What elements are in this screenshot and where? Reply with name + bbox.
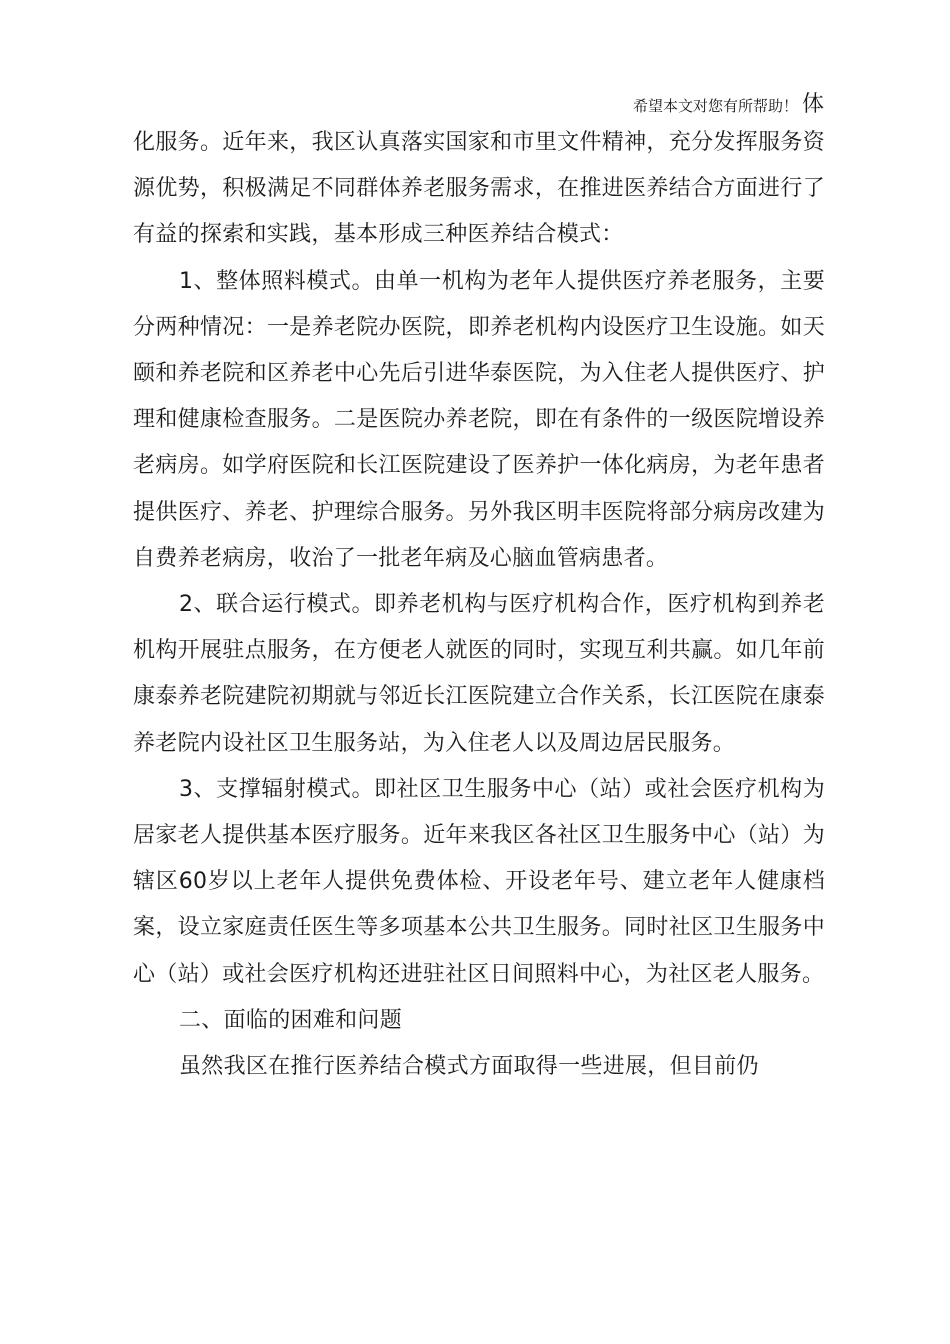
- section-heading: 二、面临的困难和问题: [179, 1007, 403, 1033]
- document-body: [133, 120, 825, 1090]
- header-note: 希望本文对您有所帮助！: [632, 97, 798, 115]
- paragraph-mode-1: 1、整体照料模式。由单一机构为老年人提供医疗养老服务，主要分两种情况：一是养老院办医院，即养老机构内设医疗卫生设施。如天颐和养老院和区养老中心先后引进华泰医院，为入住老人提供医疗、护理和健康检查服务。二是医院办养老院，即在有条件的一级医院增设养老病房。如学府医院和长江医院建设了医养护一体化病房，为老年患者提供医疗、养老、护理综合服务。另外我区明丰医院将部分病房改建为自费养老病房，收治了一批老年病及心脑血管病患者。: [133, 268, 825, 571]
- header-lead-char: 体: [801, 92, 824, 117]
- paragraph-mode-3: 3、支撑辐射模式。即社区卫生服务中心（站）或社会医疗机构为居家老人提供基本医疗服务。近年来我区各社区卫生服务中心（站）为辖区60岁以上老年人提供免费体检、开设老年号、建立老年人健康档案，设立家庭责任医生等多项基本公共卫生服务。同时社区卫生服务中心（站）或社会医疗机构还进驻社区日间照料中心，为社区老人服务。: [133, 776, 825, 987]
- paragraph-mode-2: 2、联合运行模式。即养老机构与医疗机构合作，医疗机构到养老机构开展驻点服务，在方便老人就医的同时，实现互利共赢。如几年前康泰养老院建院初期就与邻近长江医院建立合作关系，长江医院在康泰养老院内设社区卫生服务站，为入住老人以及周边居民服务。: [133, 592, 825, 756]
- paragraph-problems: 虽然我区在推行医养结合模式方面取得一些进展，但目前仍: [179, 1054, 759, 1080]
- page-header: [633, 92, 824, 119]
- paragraph-intro: 化服务。近年来，我区认真落实国家和市里文件精神，充分发挥服务资源优势，积极满足不同群体养老服务需求，在推进医养结合方面进行了有益的探索和实践，基本形成三种医养结合模式：: [133, 130, 825, 248]
